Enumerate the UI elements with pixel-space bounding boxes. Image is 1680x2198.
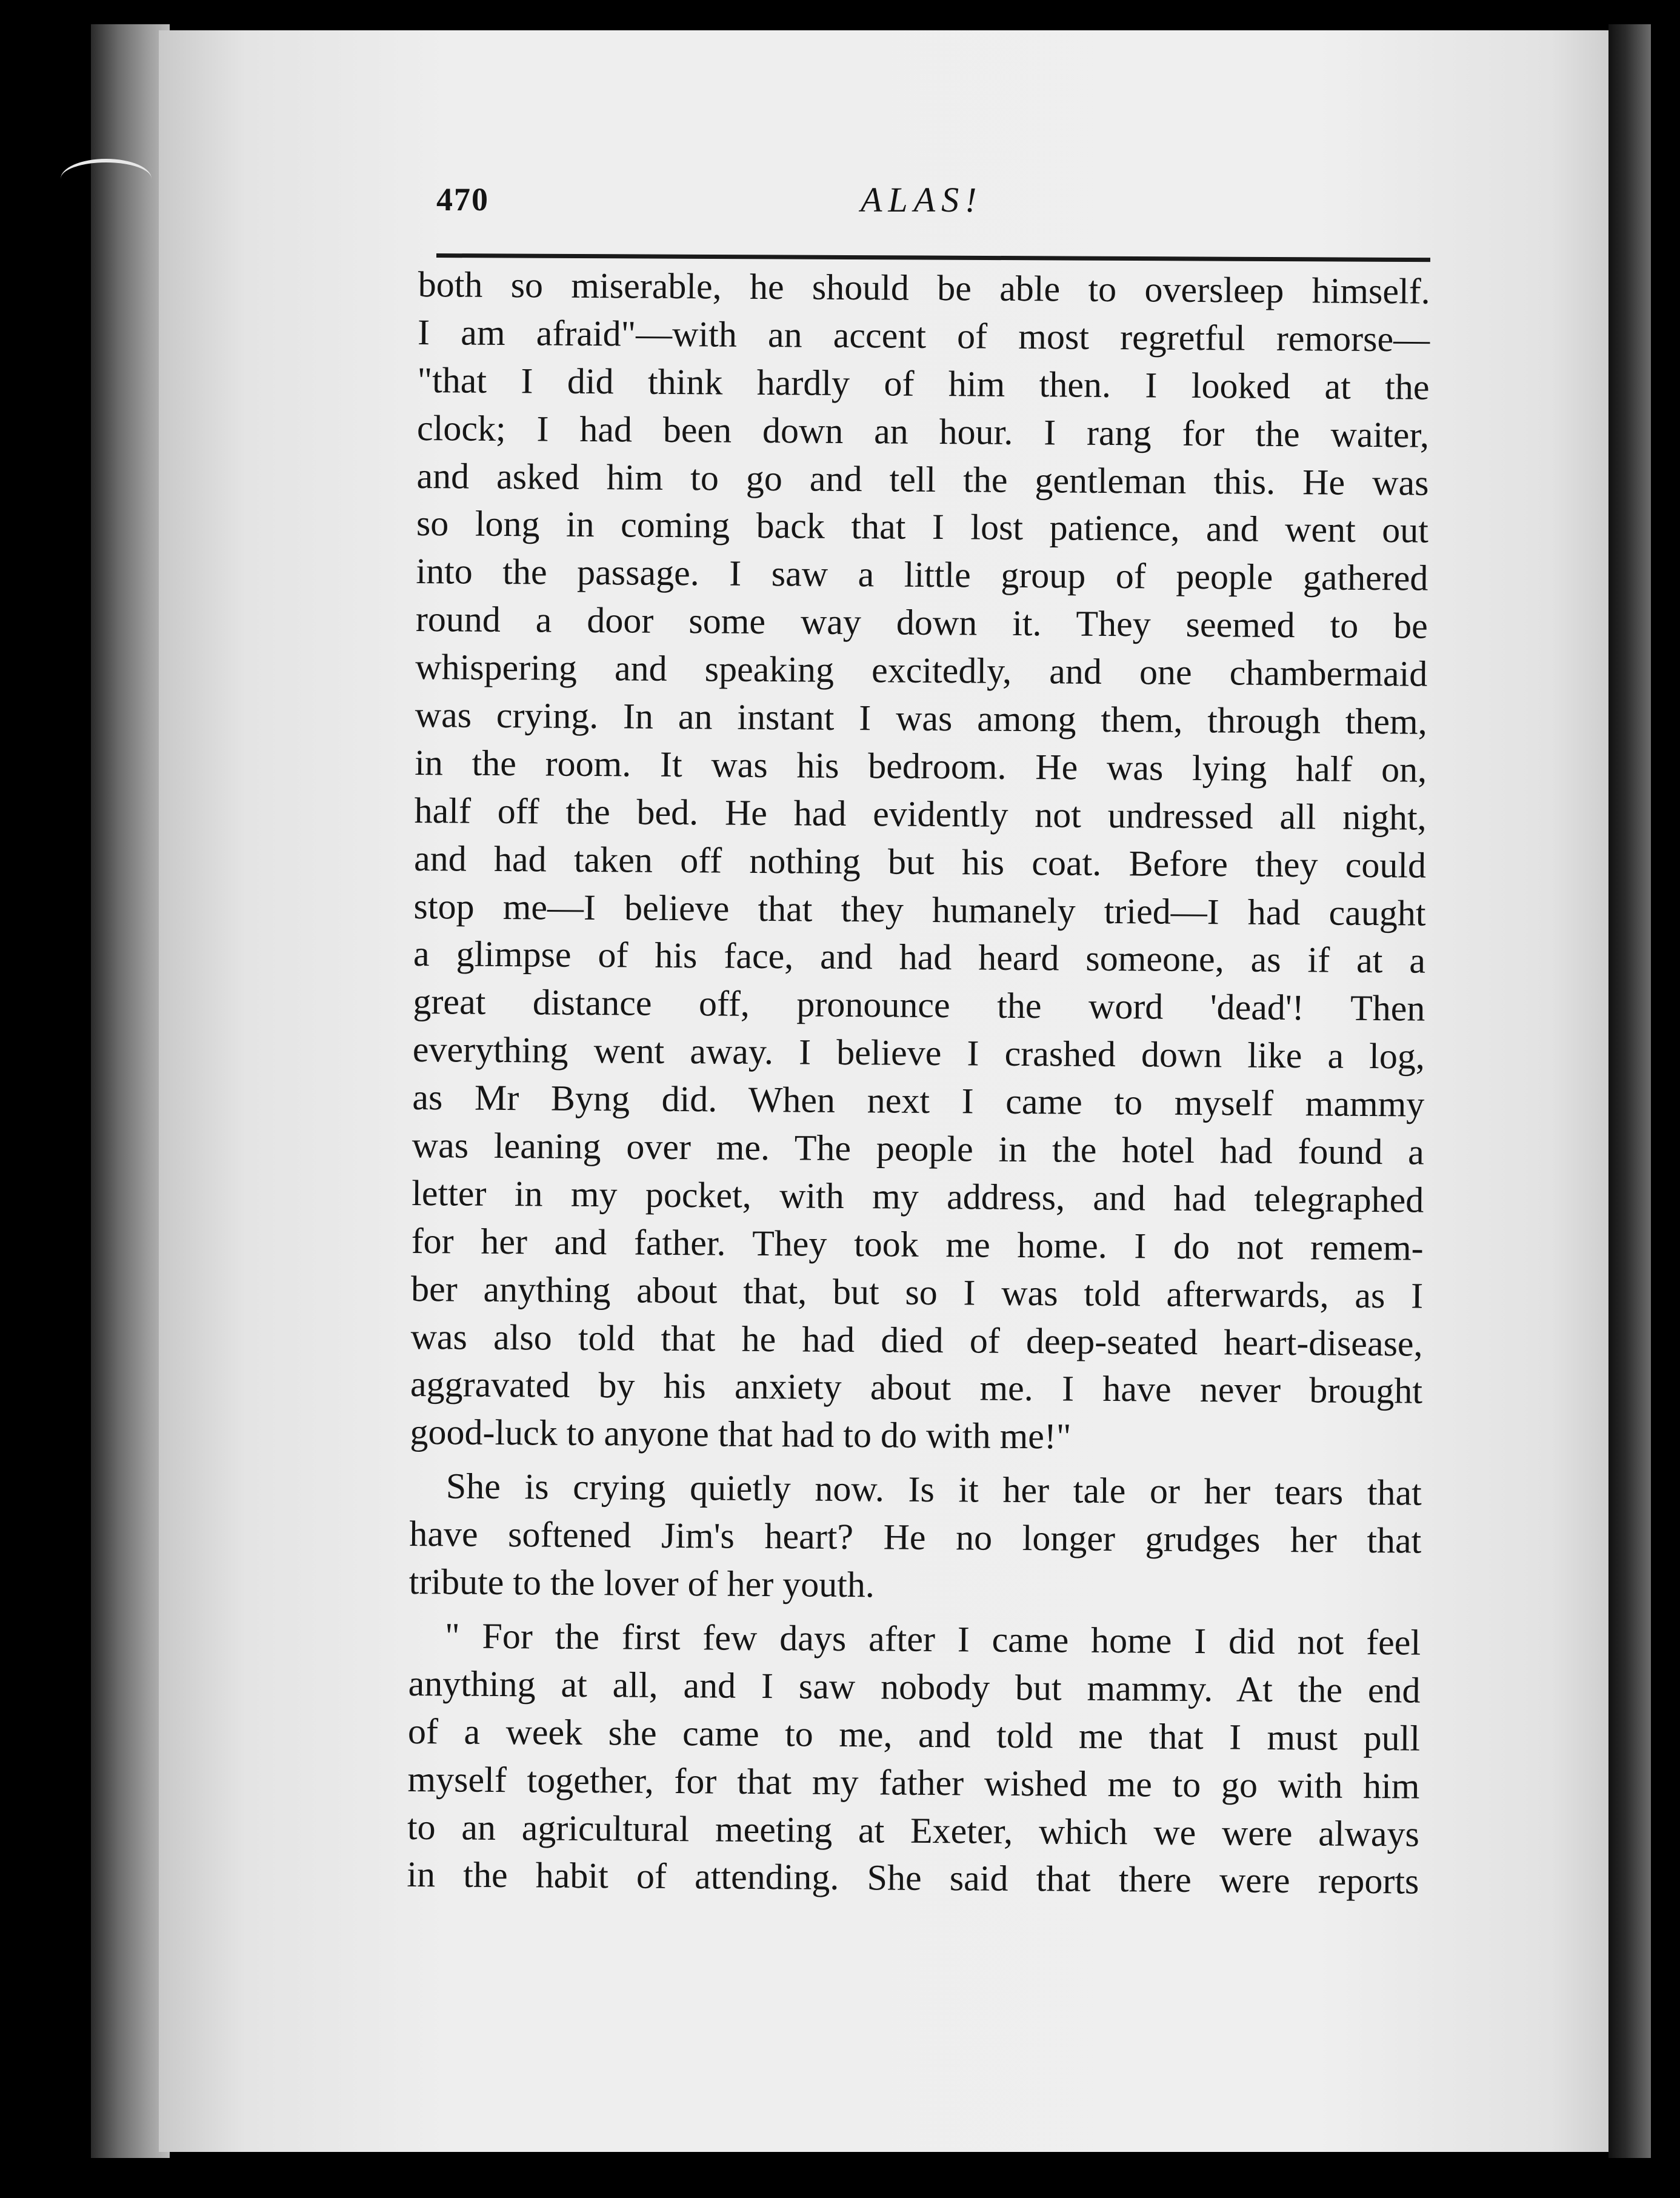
text-line: of a week she came to me, and told me that I must pull <box>407 1711 1421 1759</box>
text-line: half off the bed. He had evidently not undressed all night, <box>414 790 1427 838</box>
text-line: in the room. It was his bedroom. He was lying half on, <box>414 742 1427 790</box>
running-title: ALAS! <box>861 180 983 219</box>
text-line: and asked him to go and tell the gentleman this. He was <box>416 455 1429 503</box>
page-header <box>436 176 1430 236</box>
text-line: in the habit of attending. She said that there were reports <box>407 1854 1419 1902</box>
text-line: was also told that he had died of deep-seated heart-disease, <box>410 1316 1423 1364</box>
text-line: into the passage. I saw a little group of people gathered <box>416 551 1428 598</box>
text-line: whispering and speaking excitedly, and one chambermaid <box>415 647 1428 694</box>
text-line: ber anything about that, but so I was told afterwards, as I <box>410 1268 1424 1316</box>
facing-page-edge <box>1608 24 1651 2158</box>
text-line: myself together, for that my father wished me to go with him <box>407 1759 1420 1806</box>
text-line: to an agricultural meeting at Exeter, which we were always <box>407 1806 1420 1854</box>
text-line: great distance off, pronounce the word 'dead'! Then <box>413 981 1425 1029</box>
text-line: have softened Jim's heart? He no longer grudges her that <box>409 1514 1422 1561</box>
text-line: aggravated by his anxiety about me. I have never brought <box>410 1364 1423 1412</box>
text-line: was crying. In an instant I was among them, through them, <box>415 694 1427 742</box>
text-line: was leaning over me. The people in the hotel had found a <box>412 1124 1425 1172</box>
text-line: so long in coming back that I lost patience, and went out <box>416 503 1429 551</box>
body-text <box>407 261 1430 1906</box>
text-line: stop me—I believe that they humanely tried—I had caught <box>413 886 1426 934</box>
text-line: round a door some way down it. They seemed to be <box>415 599 1428 646</box>
text-line: I am afraid"—with an accent of most regretful remorse— <box>417 312 1430 359</box>
text-line: anything at all, and I saw nobody but mammy. At the end <box>408 1663 1421 1711</box>
text-line: tribute to the lover of her youth. <box>408 1561 875 1605</box>
page-curl-mark <box>61 159 152 199</box>
text-line: and had taken off nothing but his coat. Before they could <box>413 838 1427 886</box>
text-line: letter in my pocket, with my address, and had telegraphed <box>412 1172 1424 1220</box>
text-line: " For the first few days after I came home I did not feel <box>444 1615 1421 1663</box>
text-line: good-luck to anyone that had to do with me!" <box>410 1412 1072 1457</box>
text-line: "that I did think hardly of him then. I looked at the <box>417 359 1430 407</box>
text-line: clock; I had been down an hour. I rang for the waiter, <box>416 407 1430 455</box>
text-line: everything went away. I believe I crashed down like a log, <box>412 1029 1425 1077</box>
text-line: as Mr Byng did. When next I came to myself mammy <box>412 1077 1425 1124</box>
text-line: She is crying quietly now. Is it her tale or her tears that <box>445 1466 1422 1513</box>
text-line: a glimpse of his face, and had heard someone, as if at a <box>413 934 1426 981</box>
book-spine-shadow <box>91 24 170 2158</box>
text-line: for her and father. They took me home. I do not remem- <box>411 1220 1424 1268</box>
page-number: 470 <box>436 181 489 218</box>
text-line: both so miserable, he should be able to oversleep himself. <box>418 264 1430 312</box>
